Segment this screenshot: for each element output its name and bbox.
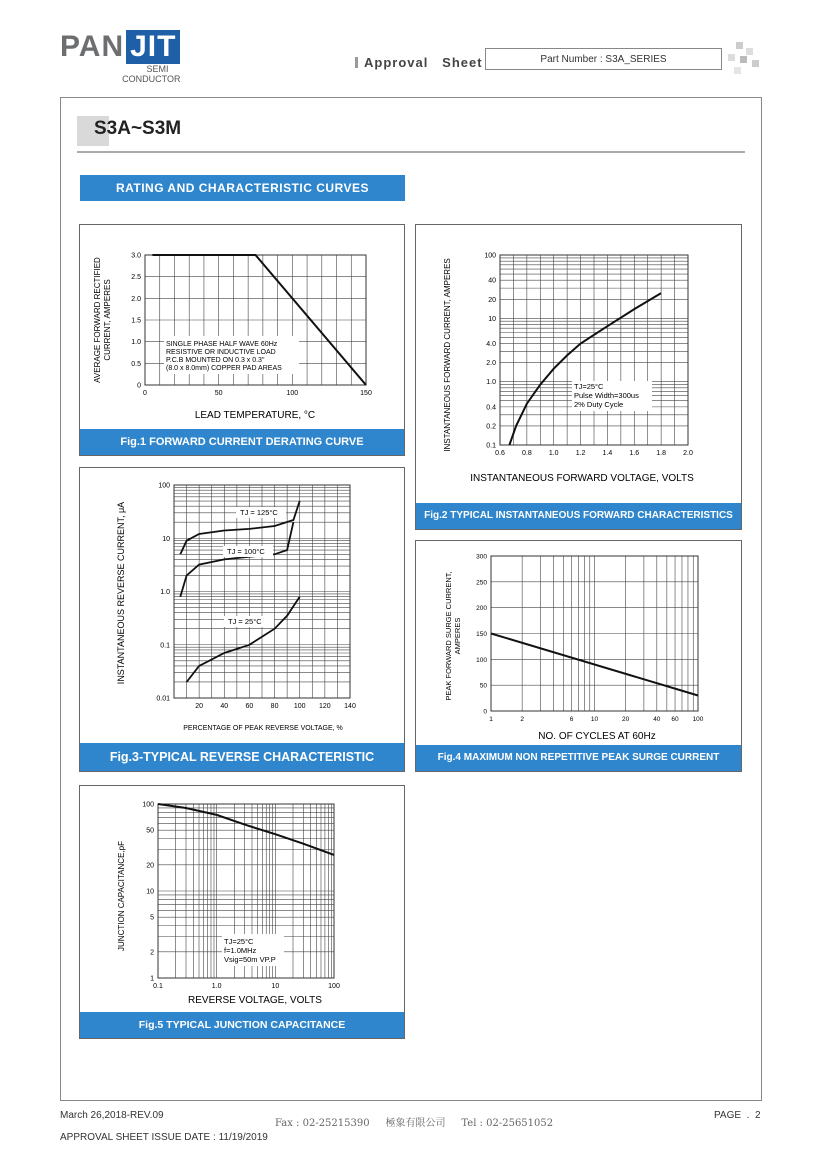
x-tick-label: 50 <box>214 390 223 397</box>
y-tick-label: 200 <box>476 605 487 613</box>
x-tick-label: 1.0 <box>211 983 222 990</box>
fig5-annotation-2: f=1.0MHz <box>224 946 257 955</box>
fig1-chart <box>80 225 404 429</box>
y-tick-label: 0.2 <box>486 423 496 431</box>
x-tick-label: 1 <box>489 716 493 723</box>
fig5-ylabel: JUNCTION CAPACITANCE,pF <box>117 841 126 951</box>
fig2-caption: Fig.2 TYPICAL INSTANTANEOUS FORWARD CHARACTERISTICS <box>416 503 741 529</box>
y-tick-label: 0.4 <box>486 404 496 412</box>
x-tick-label: 80 <box>270 703 279 710</box>
fig3-series-label: TJ = 25°C <box>228 617 262 626</box>
x-tick-label: 2.0 <box>683 450 693 457</box>
approval-sheet-label: Approval Sheet <box>355 55 483 70</box>
x-tick-label: 120 <box>319 703 331 710</box>
y-tick-label: 0.01 <box>156 695 170 703</box>
fig4-chart <box>416 541 741 745</box>
fig2-panel <box>415 224 742 530</box>
x-tick-label: 100 <box>286 390 299 397</box>
fig5-panel <box>79 785 405 1039</box>
logo-sub-1: SEMI <box>146 64 169 74</box>
y-tick-label: 0 <box>137 382 141 390</box>
x-tick-label: 2 <box>520 716 524 723</box>
x-tick-label: 60 <box>671 716 679 723</box>
fig3-panel <box>79 467 405 772</box>
fig4-ylabel-line1: PEAK FORWARD SURGE CURRENT, <box>444 571 453 701</box>
footer-issue-date: APPROVAL SHEET ISSUE DATE : 11/19/2019 <box>60 1132 268 1143</box>
fig2-chart <box>416 225 741 503</box>
y-tick-label: 10 <box>146 888 154 896</box>
fig4-caption: Fig.4 MAXIMUM NON REPETITIVE PEAK SURGE CURRENT <box>416 745 741 771</box>
y-tick-label: 5 <box>150 914 154 922</box>
y-tick-label: 50 <box>146 827 154 835</box>
y-tick-label: 1 <box>150 975 154 983</box>
fig2-series-line <box>509 293 661 445</box>
x-tick-label: 0.8 <box>521 450 532 457</box>
y-tick-label: 1.5 <box>131 317 141 325</box>
y-tick-label: 300 <box>476 553 487 561</box>
fig1-annotation-3: P.C.B MOUNTED ON 0.3 x 0.3" <box>166 357 265 364</box>
y-tick-label: 2.5 <box>131 274 141 282</box>
y-tick-label: 100 <box>142 801 154 809</box>
fig5-chart <box>80 786 404 1012</box>
y-tick-label: 50 <box>479 682 487 690</box>
y-tick-label: 3.0 <box>131 252 141 260</box>
company-logo <box>60 30 180 84</box>
fig3-chart <box>80 468 404 743</box>
fig5-annotation-1: TJ=25°C <box>224 937 254 946</box>
y-tick-label: 0.5 <box>131 360 141 368</box>
fig3-series-label: TJ = 100°C <box>227 547 265 556</box>
y-tick-label: 4.0 <box>486 341 496 349</box>
x-tick-label: 20 <box>622 716 630 723</box>
fig3-caption: Fig.3-TYPICAL REVERSE CHARACTERISTIC <box>80 743 404 771</box>
x-tick-label: 40 <box>653 716 661 723</box>
y-tick-label: 100 <box>484 252 496 260</box>
y-tick-label: 10 <box>488 315 496 323</box>
x-tick-label: 0.6 <box>495 450 505 457</box>
footer-contact: Fax : 02-25215390 極象有限公司 Tel : 02-25651052 <box>275 1118 554 1129</box>
x-tick-label: 1.0 <box>548 450 559 457</box>
title-divider <box>77 151 745 153</box>
y-tick-label: 150 <box>476 631 487 638</box>
fig1-ylabel-line1: AVERAGE FORWARD RECTIFIED <box>93 257 102 383</box>
y-tick-label: 1.0 <box>486 379 496 387</box>
fig1-annotation-4: (8.0 x 8.0mm) COPPER PAD AREAS <box>166 365 282 372</box>
fig2-ylabel: INSTANTANEOUS FORWARD CURRENT, AMPERES <box>443 258 452 452</box>
fig1-panel <box>79 224 405 456</box>
fig1-caption: Fig.1 FORWARD CURRENT DERATING CURVE <box>80 429 404 455</box>
fig1-annotation-2: RESISTIVE OR INDUCTIVE LOAD <box>166 349 276 356</box>
x-tick-label: 1.2 <box>575 450 586 457</box>
fig3-series-line <box>187 597 300 682</box>
x-tick-label: 0 <box>143 390 147 397</box>
x-tick-label: 1.8 <box>656 450 667 457</box>
fig3-ylabel: INSTANTANEOUS REVERSE CURRENT, μA <box>116 501 126 685</box>
footer-page: PAGE . 2 <box>714 1110 761 1121</box>
x-tick-label: 60 <box>245 703 254 710</box>
y-tick-label: 1.0 <box>160 589 170 596</box>
fig1-annotation-1: SINGLE PHASE HALF WAVE 60Hz <box>166 341 278 348</box>
section-title: RATING AND CHARACTERISTIC CURVES <box>80 175 405 201</box>
fig4-panel <box>415 540 742 772</box>
logo-sub-2: CONDUCTOR <box>122 74 181 84</box>
fig4-ylabel-line2: AMPERES <box>453 617 462 655</box>
footer-date-rev: March 26,2018-REV.09 <box>60 1110 164 1121</box>
y-tick-label: 20 <box>488 296 496 304</box>
y-tick-label: 10 <box>162 535 170 543</box>
x-tick-label: 10 <box>271 983 280 990</box>
fig2-annotation-3: 2% Duty Cycle <box>574 400 624 409</box>
y-tick-label: 250 <box>476 579 487 587</box>
y-tick-label: 0.1 <box>486 442 496 450</box>
x-tick-label: 100 <box>328 983 340 990</box>
y-tick-label: 2.0 <box>486 360 496 368</box>
x-tick-label: 140 <box>344 703 356 710</box>
decorative-squares-icon <box>726 42 762 78</box>
fig2-annotation-1: TJ=25°C <box>574 382 604 391</box>
y-tick-label: 20 <box>146 862 154 870</box>
fig2-annotation-2: Pulse Width=300us <box>574 391 639 400</box>
fig2-xlabel: INSTANTANEOUS FORWARD VOLTAGE, VOLTS <box>470 473 694 484</box>
y-tick-label: 0.1 <box>160 642 170 650</box>
fig3-xlabel: PERCENTAGE OF PEAK REVERSE VOLTAGE, % <box>183 725 343 732</box>
fig5-caption: Fig.5 TYPICAL JUNCTION CAPACITANCE <box>80 1012 404 1038</box>
x-tick-label: 0.1 <box>153 983 163 990</box>
x-tick-label: 6 <box>569 716 574 723</box>
x-tick-label: 20 <box>195 703 204 710</box>
y-tick-label: 100 <box>158 482 170 490</box>
fig4-xlabel: NO. OF CYCLES AT 60Hz <box>538 731 656 742</box>
fig1-xlabel: LEAD TEMPERATURE, °C <box>194 410 316 421</box>
logo-accent-text: JIT <box>126 30 180 64</box>
y-tick-label: 0 <box>483 708 487 716</box>
x-tick-label: 1.4 <box>602 450 613 457</box>
fig5-annotation-3: Vsig=50m VP.P <box>224 955 276 964</box>
x-tick-label: 1.6 <box>629 450 640 457</box>
fig5-series-line <box>158 804 334 855</box>
x-tick-label: 100 <box>692 716 704 723</box>
y-tick-label: 2 <box>150 949 154 957</box>
x-tick-label: 40 <box>220 703 229 710</box>
y-tick-label: 2.0 <box>131 295 141 303</box>
page-title: S3A~S3M <box>94 118 182 139</box>
y-tick-label: 100 <box>476 656 487 664</box>
fig5-xlabel: REVERSE VOLTAGE, VOLTS <box>188 995 322 1006</box>
x-tick-label: 10 <box>590 716 599 723</box>
part-number-box: Part Number : S3A_SERIES <box>485 48 722 70</box>
x-tick-label: 100 <box>293 703 306 710</box>
x-tick-label: 150 <box>360 390 372 397</box>
y-tick-label: 1.0 <box>131 339 141 347</box>
y-tick-label: 40 <box>488 277 496 285</box>
fig3-series-label: TJ = 125°C <box>240 508 278 517</box>
fig1-ylabel-line2: CURRENT, AMPERES <box>103 279 112 361</box>
logo-main-text: PAN <box>60 30 125 63</box>
